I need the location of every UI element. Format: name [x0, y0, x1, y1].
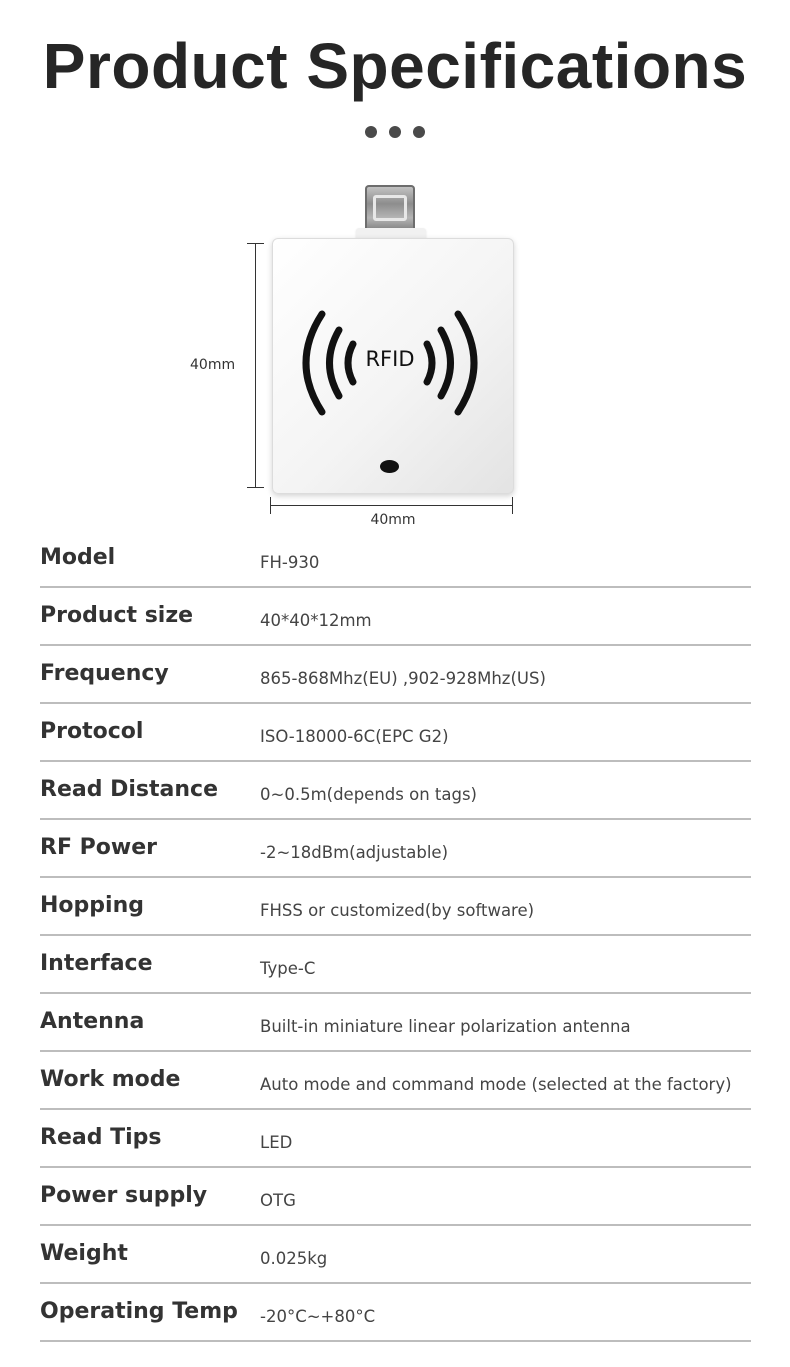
spec-value: Auto mode and command mode (selected at the factory) — [260, 1075, 732, 1094]
usb-connector — [365, 185, 415, 232]
product-illustration — [0, 0, 790, 540]
height-dimension-cap — [247, 487, 264, 488]
spec-row-read-distance — [40, 762, 751, 820]
rfid-badge-text: RFID — [365, 347, 415, 371]
spec-label: RF Power — [40, 835, 157, 860]
height-dimension-cap — [247, 243, 264, 244]
wave-right-middle — [441, 330, 451, 396]
spec-label: Protocol — [40, 719, 144, 744]
spec-value: LED — [260, 1133, 293, 1152]
width-dimension-label: 40mm — [370, 512, 416, 528]
spec-row-work-mode — [40, 1052, 751, 1110]
wave-right-outer — [458, 314, 474, 412]
spec-label: Frequency — [40, 661, 169, 686]
spec-label: Read Tips — [40, 1125, 162, 1150]
spec-label: Power supply — [40, 1183, 208, 1208]
spec-row-interface — [40, 936, 751, 994]
height-dimension-label: 40mm — [190, 357, 236, 373]
spec-label: Weight — [40, 1241, 128, 1266]
spec-label: Hopping — [40, 893, 144, 918]
usb-connector-slot — [373, 195, 407, 221]
spec-row-hopping — [40, 878, 751, 936]
spec-row-model — [40, 530, 751, 588]
spec-label: Work mode — [40, 1067, 181, 1092]
spec-value: 0.025kg — [260, 1249, 328, 1268]
spec-label: Operating Temp — [40, 1299, 238, 1324]
spec-value: Built-in miniature linear polarization antenna — [260, 1017, 631, 1036]
spec-row-operating-temp — [40, 1284, 751, 1342]
spec-row-protocol — [40, 704, 751, 762]
spec-row-frequency — [40, 646, 751, 704]
spec-table — [40, 530, 751, 1342]
spec-value: FH-930 — [260, 553, 320, 572]
spec-row-power-supply — [40, 1168, 751, 1226]
spec-row-rf-power — [40, 820, 751, 878]
spec-row-read-tips — [40, 1110, 751, 1168]
spec-value: FHSS or customized(by software) — [260, 901, 535, 920]
spec-row-antenna — [40, 994, 751, 1052]
spec-label: Model — [40, 545, 116, 570]
spec-value: 40*40*12mm — [260, 611, 372, 630]
spec-row-product-size — [40, 588, 751, 646]
spec-value: -2~18dBm(adjustable) — [260, 843, 449, 862]
spec-value: 0~0.5m(depends on tags) — [260, 785, 477, 804]
page-title: Product Specifications — [42, 30, 748, 102]
spec-value: -20°C~+80°C — [260, 1307, 376, 1326]
spec-label: Product size — [40, 603, 194, 628]
width-dimension-line — [270, 505, 513, 506]
spec-value: 865-868Mhz(EU) ,902-928Mhz(US) — [260, 669, 546, 688]
spec-label: Interface — [40, 951, 153, 976]
width-dimension-cap — [270, 497, 271, 514]
spec-label: Antenna — [40, 1009, 145, 1034]
spec-value: ISO-18000-6C(EPC G2) — [260, 727, 449, 746]
spec-value: OTG — [260, 1191, 296, 1210]
led-indicator — [380, 460, 399, 473]
width-dimension-cap — [512, 497, 513, 514]
height-dimension-line — [255, 243, 256, 488]
spec-row-weight — [40, 1226, 751, 1284]
spec-label: Read Distance — [40, 777, 218, 802]
wave-left-middle — [330, 330, 340, 396]
wave-left-outer — [306, 314, 322, 412]
spec-value: Type-C — [260, 959, 316, 978]
